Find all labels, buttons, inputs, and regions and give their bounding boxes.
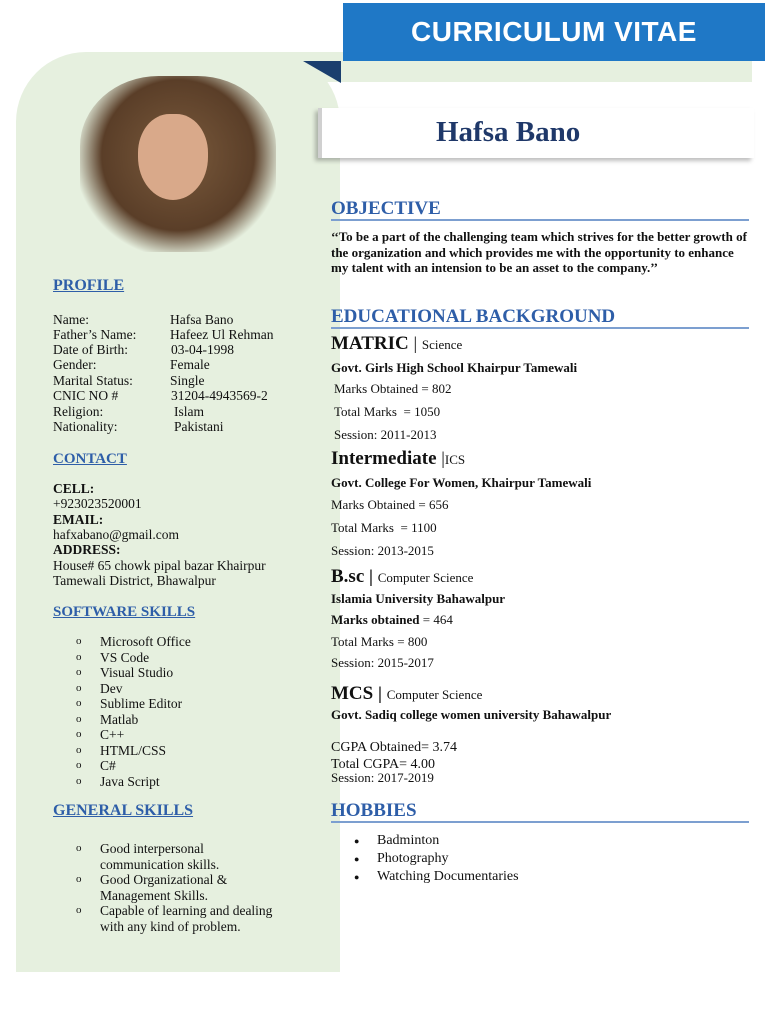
degree-title [331, 566, 473, 588]
profile-value: Hafeez Ul Rehman [170, 327, 274, 342]
degree-separator: | [369, 566, 373, 586]
list-item: o VS Code [76, 650, 191, 666]
edu-detail: Total Marks = 1050 [334, 404, 441, 419]
institute: Govt. Sadiq college women university Bahawalpur [331, 707, 612, 722]
institute: Islamia University Bahawalpur [331, 591, 506, 606]
profile-label: Nationality: [53, 419, 118, 434]
degree-title [331, 333, 462, 355]
edu-detail: Session: 2017-2019 [331, 770, 434, 785]
address-line: House# 65 chowk pipal bazar Khairpur [53, 558, 266, 573]
edu-detail [331, 612, 453, 628]
edu-detail: Session: 2015-2017 [331, 655, 434, 670]
degree-separator: | [377, 683, 382, 703]
objective-text: ‘‘To be a part of the challenging team which strives for the better growth of the organization and which provides me with the opportunity to enhance my talent with an intension to be an asset to the company.’’ [331, 229, 747, 275]
degree-field: Computer Science [386, 687, 483, 702]
profile-value: Female [170, 357, 210, 372]
list-item: ● Badminton [354, 832, 519, 850]
edu-detail: Total Marks = 1100 [331, 520, 437, 535]
photo-face [138, 114, 208, 200]
skill-line: Capable of learning and dealing [100, 903, 273, 918]
skill-line: communication skills. [100, 856, 220, 872]
list-item: o Visual Studio [76, 665, 191, 681]
hobbies-heading: HOBBIES [331, 800, 749, 823]
list-item [76, 872, 272, 903]
list-item: ● Photography [354, 850, 519, 868]
list-item [76, 841, 272, 872]
list-item: o C# [76, 758, 191, 774]
list-item: o Dev [76, 681, 191, 697]
profile-label: Date of Birth: [53, 342, 128, 357]
list-item: o Matlab [76, 712, 191, 728]
cv-title: CURRICULUM VITAE [411, 16, 697, 47]
cell-number: +923023520001 [53, 496, 142, 511]
profile-label: Religion: [53, 404, 104, 419]
degree-field: ICS [444, 452, 466, 467]
profile-label: Name: [53, 312, 89, 327]
edu-detail: Session: 2013-2015 [331, 543, 434, 558]
list-item [76, 903, 272, 934]
list-item: o C++ [76, 727, 191, 743]
edu-detail: Marks Obtained = 656 [331, 497, 449, 512]
edu-detail: Total Marks = 800 [331, 634, 428, 649]
objective-heading: OBJECTIVE [331, 198, 749, 221]
profile-label: CNIC NO # [53, 388, 119, 403]
name-box [318, 108, 754, 158]
degree-field: Science [421, 337, 463, 352]
banner-fold [303, 61, 341, 83]
edu-detail: Total CGPA= 4.00 [331, 757, 436, 772]
profile-value: Hafsa Bano [170, 312, 234, 327]
edu-detail: Marks Obtained = 802 [334, 381, 452, 396]
sidebar-curve [270, 52, 340, 972]
profile-value: Pakistani [174, 419, 224, 434]
contact-heading: CONTACT [53, 451, 127, 467]
skill-line: Management Skills. [100, 887, 208, 903]
profile-label: Marital Status: [53, 373, 133, 388]
profile-photo [80, 76, 276, 252]
profile-value: 03-04-1998 [171, 342, 234, 357]
institute: Govt. College For Women, Khairpur Tamewali [331, 475, 592, 490]
profile-value: 31204-4943569-2 [171, 388, 268, 403]
list-item: o Java Script [76, 774, 191, 790]
software-skills-list [76, 634, 191, 789]
full-name: Hafsa Bano [436, 116, 581, 148]
edu-detail: CGPA Obtained= 3.74 [331, 740, 457, 755]
cell-label: CELL: [53, 481, 95, 496]
degree-name: Intermediate [331, 448, 437, 469]
institute: Govt. Girls High School Khairpur Tamewali [331, 360, 578, 375]
profile-value: Islam [174, 404, 204, 419]
cv-title-banner [343, 3, 765, 61]
profile-label: Gender: [53, 357, 97, 372]
skill-line: Good interpersonal [100, 841, 204, 856]
degree-separator: | [413, 333, 418, 353]
list-item: o Sublime Editor [76, 696, 191, 712]
degree-name: MCS [331, 683, 374, 704]
skill-line: with any kind of problem. [100, 918, 241, 934]
email-label: EMAIL: [53, 512, 104, 527]
edu-detail: Session: 2011-2013 [334, 427, 437, 442]
general-skills-list [76, 841, 272, 934]
list-item: ● Watching Documentaries [354, 868, 519, 886]
degree-separator: | [441, 448, 445, 468]
general-skills-heading: GENERAL SKILLS [53, 802, 194, 819]
hobbies-list [354, 832, 519, 886]
degree-name: MATRIC [331, 333, 409, 354]
profile-value: Single [170, 373, 205, 388]
marks-value: = 464 [422, 612, 453, 627]
email-address: hafxabano@gmail.com [53, 527, 180, 542]
profile-label: Father’s Name: [53, 327, 137, 342]
list-item: o HTML/CSS [76, 743, 191, 759]
address-label: ADDRESS: [53, 542, 121, 557]
profile-heading: PROFILE [53, 277, 125, 294]
address-line: Tamewali District, Bhawalpur [53, 573, 216, 588]
degree-field: Computer Science [377, 570, 474, 585]
list-item: o Microsoft Office [76, 634, 191, 650]
degree-name: B.sc [331, 566, 365, 587]
education-heading: EDUCATIONAL BACKGROUND [331, 306, 749, 329]
marks-label: Marks obtained [331, 612, 420, 627]
skill-line: Good Organizational & [100, 872, 228, 887]
software-skills-heading: SOFTWARE SKILLS [53, 604, 196, 620]
degree-title [331, 683, 482, 705]
degree-title [331, 448, 465, 470]
